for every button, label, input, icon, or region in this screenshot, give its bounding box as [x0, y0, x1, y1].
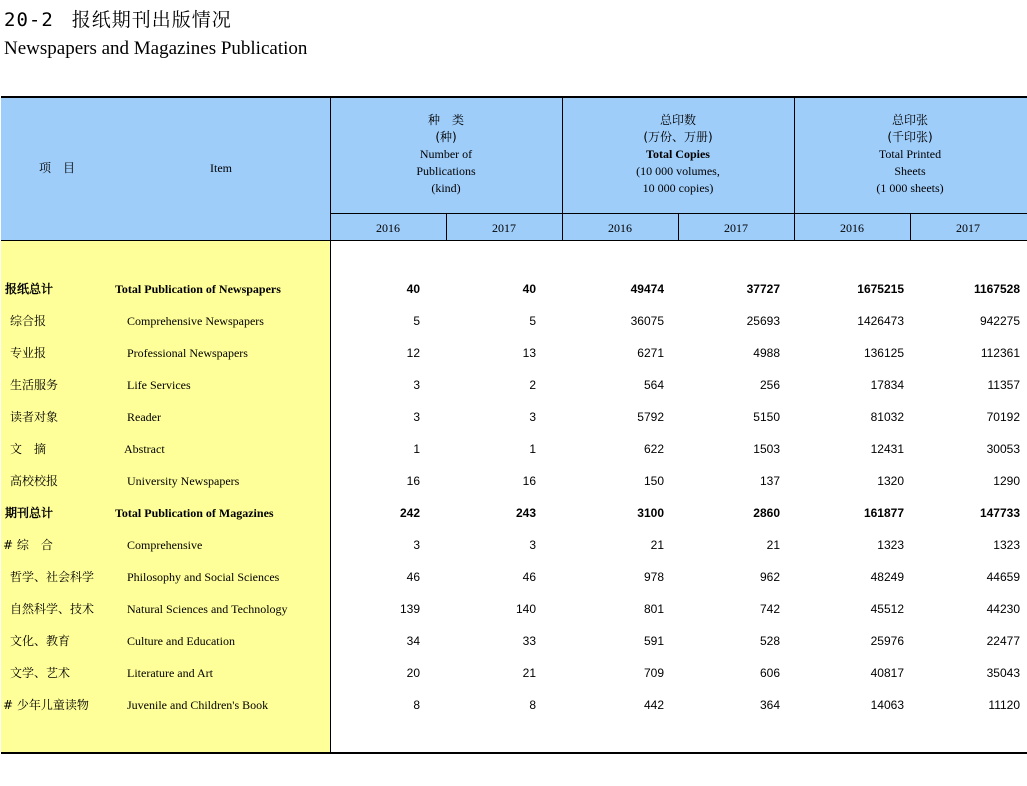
row-value: 1426473 — [857, 314, 904, 328]
row-value: 1323 — [993, 538, 1020, 552]
row-value: 2860 — [753, 506, 780, 520]
row-item-cn: # 少年儿童读物 — [3, 698, 89, 712]
row-value: 139 — [399, 602, 420, 616]
row-value: 46 — [522, 570, 536, 584]
row-value: 140 — [515, 602, 536, 616]
header-group-publications — [330, 112, 562, 197]
table-row — [0, 401, 1027, 433]
header-group-cn: 总印张 — [891, 113, 928, 127]
header-group-en-line: Sheets — [894, 164, 926, 178]
row-value: 12 — [406, 346, 420, 360]
header-group-en-line: Total Printed — [878, 147, 942, 161]
row-value: 962 — [759, 570, 780, 584]
header-group-unit-cn: (千印张) — [887, 130, 933, 144]
row-value: 622 — [643, 442, 664, 456]
row-value: 3100 — [637, 506, 664, 520]
header-group-en-line: Total Copies — [646, 147, 710, 161]
row-value: 21 — [650, 538, 664, 552]
year-label: 2017 — [492, 221, 516, 235]
row-value: 112361 — [980, 346, 1020, 360]
header-group-en-line: 10 000 copies) — [642, 181, 714, 195]
row-item-cn: 文 摘 — [10, 442, 47, 456]
header-group-cn: 总印数 — [659, 113, 696, 127]
row-value: 161877 — [863, 506, 904, 520]
row-item-en: Philosophy and Social Sciences — [127, 570, 280, 584]
row-value: 137 — [759, 474, 780, 488]
row-value: 3 — [413, 538, 420, 552]
row-item-cn: 文化、教育 — [10, 634, 71, 648]
year-label: 2017 — [724, 221, 748, 235]
header-group-cn: 种 类 — [427, 113, 464, 127]
row-value: 1290 — [993, 474, 1020, 488]
row-value: 44230 — [986, 602, 1020, 616]
row-item-en: Culture and Education — [127, 634, 235, 648]
page-title-en: Newspapers and Magazines Publication — [4, 38, 308, 59]
row-value: 1 — [413, 442, 420, 456]
row-value: 22477 — [986, 634, 1020, 648]
row-item-cn: 报纸总计 — [5, 282, 54, 296]
row-item-en: Professional Newspapers — [127, 346, 248, 360]
header-group-en-line: (10 000 volumes, — [636, 164, 720, 178]
row-value: 242 — [399, 506, 420, 520]
row-value: 20 — [406, 666, 420, 680]
row-value: 21 — [766, 538, 780, 552]
row-value: 1 — [529, 442, 536, 456]
row-value: 25693 — [746, 314, 780, 328]
row-item-cn: 生活服务 — [10, 378, 59, 392]
row-value: 11120 — [988, 698, 1020, 712]
header-group-en-line: (1 000 sheets) — [876, 181, 944, 195]
row-value: 442 — [643, 698, 664, 712]
row-value: 5150 — [753, 410, 780, 424]
row-value: 606 — [759, 666, 780, 680]
row-value: 17834 — [870, 378, 904, 392]
row-value: 33 — [522, 634, 536, 648]
year-label: 2016 — [608, 221, 632, 235]
row-value: 742 — [759, 602, 780, 616]
row-value: 21 — [522, 666, 536, 680]
row-item-cn: 综合报 — [10, 314, 47, 328]
row-item-cn: 高校校报 — [10, 474, 59, 488]
row-value: 591 — [643, 634, 664, 648]
table-row — [0, 593, 1027, 625]
year-label: 2017 — [956, 221, 980, 235]
row-value: 12431 — [870, 442, 904, 456]
table-bottom-rule — [1, 752, 1027, 754]
row-item-en: Juvenile and Children's Book — [127, 698, 269, 712]
row-item-cn: 期刊总计 — [5, 506, 54, 520]
row-value: 44659 — [986, 570, 1020, 584]
table-header — [1, 96, 1027, 241]
row-value: 709 — [643, 666, 664, 680]
header-group-sheets — [794, 112, 1026, 197]
row-value: 3 — [529, 538, 536, 552]
year-label: 2016 — [840, 221, 864, 235]
row-value: 46 — [406, 570, 420, 584]
row-item-en: Total Publication of Magazines — [115, 506, 274, 520]
row-value: 3 — [413, 378, 420, 392]
table-row — [0, 529, 1027, 561]
table-row — [0, 433, 1027, 465]
row-item-cn: 文学、艺术 — [10, 666, 71, 680]
row-value: 5792 — [637, 410, 664, 424]
row-value: 1675215 — [857, 282, 904, 296]
row-item-en: Natural Sciences and Technology — [127, 602, 288, 616]
row-item-en: Literature and Art — [127, 666, 213, 680]
table-row — [0, 625, 1027, 657]
row-value: 1323 — [877, 538, 904, 552]
row-value: 8 — [413, 698, 420, 712]
page-title-cn — [4, 5, 232, 32]
row-value: 5 — [529, 314, 536, 328]
row-value: 40 — [522, 282, 536, 296]
row-value: 4988 — [753, 346, 780, 360]
row-value: 1167528 — [973, 282, 1020, 296]
row-value: 70192 — [986, 410, 1020, 424]
row-value: 14063 — [870, 698, 904, 712]
row-value: 11357 — [987, 378, 1020, 392]
row-item-en: Reader — [127, 410, 161, 424]
header-group-copies — [562, 112, 794, 197]
table-row — [0, 497, 1027, 529]
row-value: 45512 — [870, 602, 904, 616]
row-value: 16 — [406, 474, 420, 488]
row-item-en: Comprehensive — [127, 538, 203, 552]
title-cn-text: 报纸期刊出版情况 — [71, 9, 232, 31]
header-item-en: Item — [210, 161, 232, 175]
row-value: 147733 — [979, 506, 1020, 520]
row-value: 528 — [759, 634, 780, 648]
row-value: 978 — [643, 570, 664, 584]
row-value: 25976 — [870, 634, 904, 648]
table-row — [0, 689, 1027, 721]
row-value: 5 — [413, 314, 420, 328]
row-value: 40817 — [870, 666, 904, 680]
table-row — [0, 369, 1027, 401]
row-item-en: Total Publication of Newspapers — [115, 282, 281, 296]
header-item-cn: 项 目 — [38, 161, 75, 175]
row-value: 35043 — [986, 666, 1020, 680]
row-value: 150 — [643, 474, 664, 488]
row-item-cn: 哲学、社会科学 — [10, 570, 95, 584]
row-value: 3 — [529, 410, 536, 424]
row-value: 1503 — [753, 442, 780, 456]
row-value: 801 — [643, 602, 664, 616]
table-row — [0, 305, 1027, 337]
header-group-en-line: Publications — [416, 164, 476, 178]
header-group-unit-cn: (种) — [435, 130, 457, 144]
row-value: 942275 — [979, 314, 1020, 328]
row-value: 256 — [759, 378, 780, 392]
row-value: 30053 — [986, 442, 1020, 456]
row-value: 1320 — [877, 474, 904, 488]
row-value: 2 — [529, 378, 536, 392]
row-value: 8 — [529, 698, 536, 712]
row-value: 40 — [406, 282, 420, 296]
row-value: 364 — [759, 698, 780, 712]
row-value: 243 — [515, 506, 536, 520]
year-label: 2016 — [376, 221, 400, 235]
row-item-cn: 读者对象 — [10, 410, 59, 424]
row-value: 37727 — [746, 282, 780, 296]
row-value: 34 — [406, 634, 420, 648]
row-item-en: University Newspapers — [127, 474, 240, 488]
table-row — [0, 657, 1027, 689]
row-value: 81032 — [870, 410, 904, 424]
header-group-en-line: Number of — [419, 147, 473, 161]
row-value: 36075 — [630, 314, 664, 328]
row-item-en: Life Services — [127, 378, 191, 392]
row-value: 3 — [413, 410, 420, 424]
row-value: 564 — [643, 378, 664, 392]
row-item-cn: 专业报 — [10, 346, 47, 360]
table-row — [0, 465, 1027, 497]
row-value: 16 — [522, 474, 536, 488]
row-value: 6271 — [637, 346, 664, 360]
row-value: 136125 — [863, 346, 904, 360]
row-value: 13 — [522, 346, 536, 360]
table-row — [0, 273, 1027, 305]
header-group-en-line: (kind) — [431, 181, 461, 195]
row-item-en: Comprehensive Newspapers — [127, 314, 264, 328]
row-item-cn: 自然科学、技术 — [10, 602, 95, 616]
row-item-cn: # 综 合 — [3, 538, 53, 552]
table-row — [0, 337, 1027, 369]
header-group-unit-cn: (万份、万册) — [643, 130, 713, 144]
table-row — [0, 561, 1027, 593]
row-item-en: Abstract — [124, 442, 165, 456]
row-value: 48249 — [870, 570, 904, 584]
row-value: 49474 — [630, 282, 664, 296]
table-number: 20-2 — [4, 9, 54, 31]
